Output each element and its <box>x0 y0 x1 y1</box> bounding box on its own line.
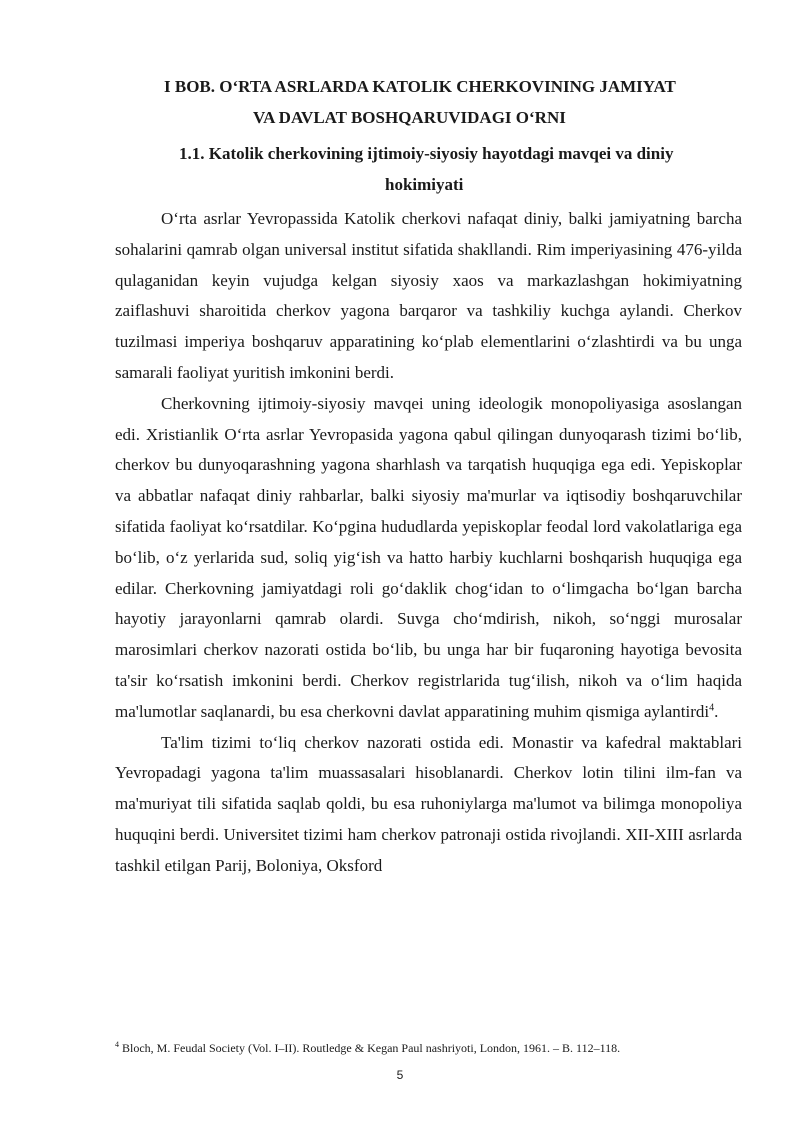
footnote-reference[interactable]: 4 <box>709 702 715 714</box>
chapter-title-line-1: I BOB. O‘RTA ASRLARDA KATOLIK CHERKOVINING JAMIYAT <box>164 77 676 96</box>
chapter-title-line-2: VA DAVLAT BOSHQARUVIDAGI O‘RNI <box>253 108 566 127</box>
body-text <box>115 204 742 882</box>
footnote-text: Bloch, M. Feudal Society (Vol. I–II). Routledge & Kegan Paul nashriyoti, London, 1961. – B. 112–118. <box>119 1041 621 1055</box>
paragraph-2-end: . <box>714 701 719 721</box>
section-title-line-1: 1.1. Katolik cherkovining ijtimoiy-siyosiy hayotdagi mavqei va diniy <box>179 144 674 163</box>
footnote-marker: 4 <box>115 1040 119 1049</box>
paragraph-2-text: Cherkovning ijtimoiy-siyosiy mavqei uning ideologik monopoliyasiga asoslangan edi. Xristianlik O‘rta asrlar Yevropasida yagona qabul qilingan dunyoqarash tizimi bo‘lib, cherkov bu dunyoqarashning yagona sharhlash va tarqatish huquqiga ega edi. Yepiskoplar va abbatlar nafaqat diniy rahbarlar, balki siyosiy ma'murlar va iqtisodiy boshqaruvchilar sifatida faoliyat ko‘rsatdilar. Ko‘pgina hududlarda yepiskoplar feodal lord vakolatlariga ega bo‘lib, o‘z yerlarida sud, soliq yig‘ish va hatto harbiy kuchlarni boshqarish huquqiga ega edilar. Cherkovning jamiyatdagi roli go‘daklik chog‘idan to o‘limgacha bo‘lgan barcha hayotiy jarayonlarni qamrab olardi. Suvga cho‘mdirish, nikoh, so‘nggi murosalar marosimlari cherkov nazorati ostida bo‘lib, bu unga har bir fuqaroning hayotiga bevosita ta'sir ko‘rsatish imkonini berdi. Cherkov registrlarida tug‘ilish, nikoh va o‘lim haqida ma'lumotlar saqlanardi, bu esa cherkovni davlat apparatining muhim qismiga aylantirdi <box>115 393 742 721</box>
page-number: 5 <box>396 1068 404 1082</box>
paragraph-3: Ta'lim tizimi to‘liq cherkov nazorati ostida edi. Monastir va kafedral maktablari Yevropadagi yagona ta'lim muassasalari hisoblanardi. Cherkov lotin tilini ilm-fan va ma'muriyat tili sifatida saqlab qoldi, bu esa ruhoniylarga ma'lumot va bilimga monopoliya huquqini berdi. Universitet tizimi ham cherkov patronaji ostida rivojlandi. XII-XIII asrlarda tashkil etilgan Parij, Boloniya, Oksford <box>115 732 742 875</box>
paragraph-1: O‘rta asrlar Yevropassida Katolik cherkovi nafaqat diniy, balki jamiyatning barcha sohalarini qamrab olgan universal institut sifatida shakllandi. Rim imperiyasining 476-yilda qulaganidan keyin vujudga kelgan siyosiy xaos va markazlashgan hokimiyatning zaiflashuvi sharoitida cherkov yagona barqaror va tashkiliy kuchga aylandi. Cherkov tuzilmasi imperiya boshqaruv apparatining ko‘plab elementlarini o‘zlashtirdi va bu unga samarali faoliyat yuritish imkonini berdi. <box>115 209 742 382</box>
section-title-line-2: hokimiyati <box>385 175 464 194</box>
footnote <box>115 1040 742 1056</box>
paragraph-2 <box>115 389 742 728</box>
